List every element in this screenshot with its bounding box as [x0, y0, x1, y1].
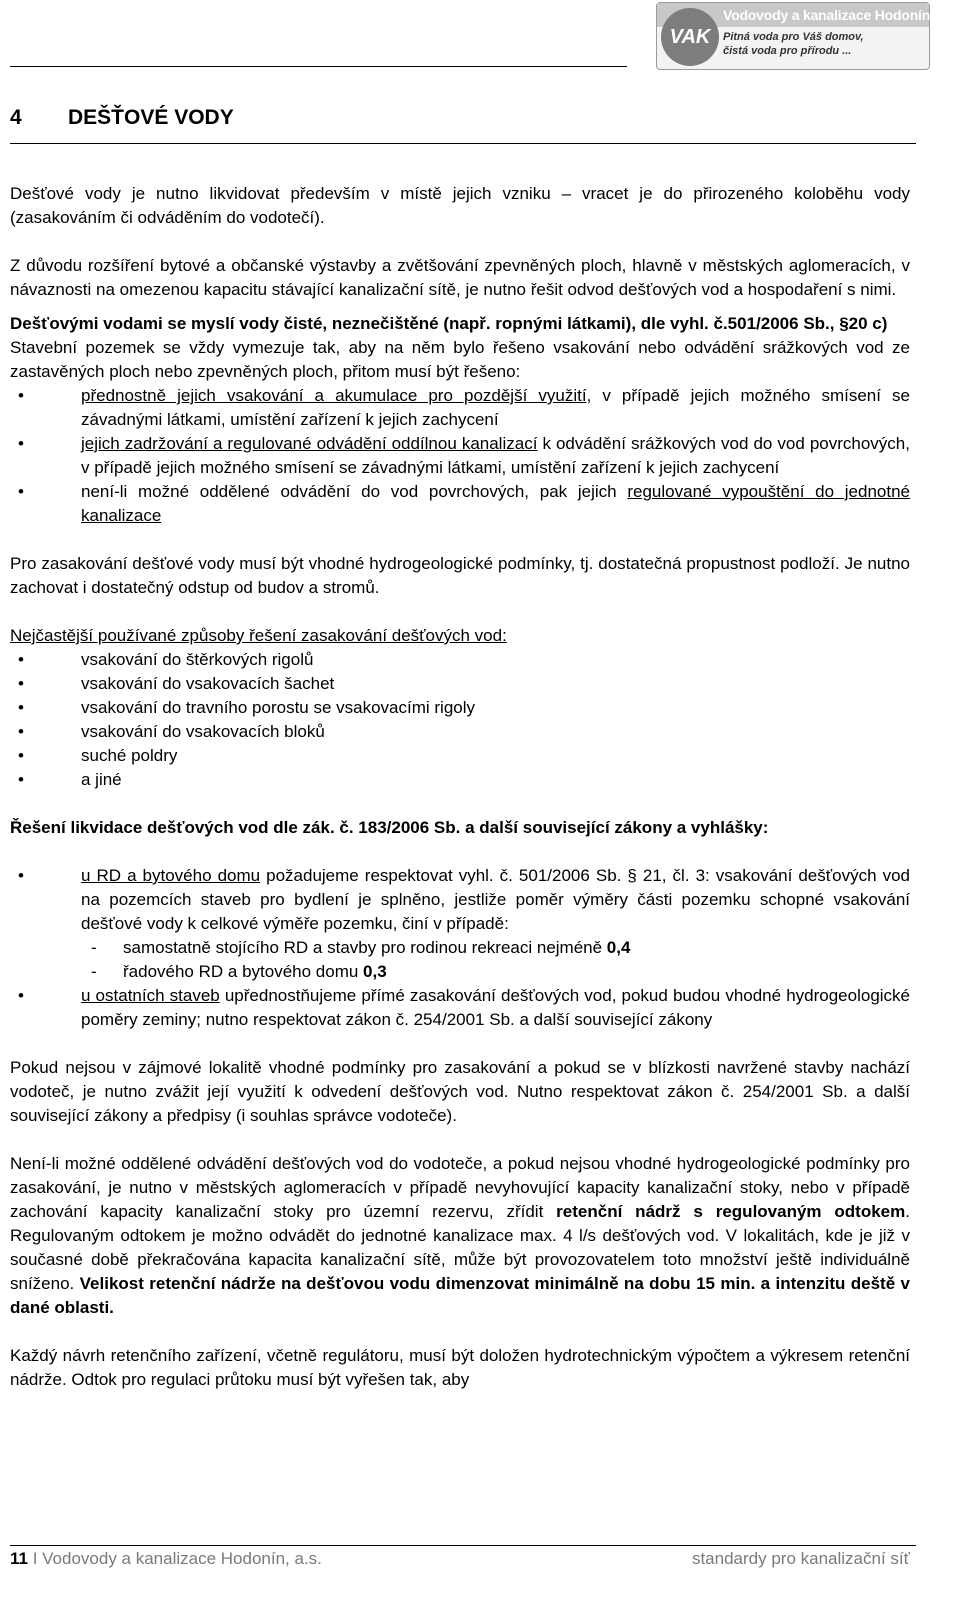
logo-emblem-icon: VAK [661, 8, 719, 66]
company-logo [656, 2, 960, 70]
heading-rule [10, 143, 916, 144]
list-item: • přednostně jejich vsakování a akumulace pro pozdější využití, v případě jejich možného smísení se závadnými látkami, umístění zařízení k jejich zachycení [10, 384, 910, 432]
paragraph-conditions: Pro zasakování dešťové vody musí být vhodné hydrogeologické podmínky, tj. dostatečná propustnost podloží. Je nutno zachovat i dostatečný odstup od budov a stromů. [10, 554, 910, 597]
list-item: • jejich zadržování a regulované odvádění oddílnou kanalizací k odvádění srážkových vod do vod povrchových, v případě jejich možného smísení se závadnými látkami, umístění zařízení k jejich zachycení [10, 432, 910, 480]
ratio-sublist [81, 936, 910, 984]
page-footer [10, 1547, 910, 1571]
section-heading [10, 103, 234, 133]
law-list [10, 864, 910, 1032]
list-item: • suché poldry [10, 744, 910, 768]
logo-title: Vodovody a kanalizace Hodonín, a.s. [723, 7, 960, 23]
sublist-item: - samostatně stojícího RD a stavby pro rodinou rekreaci nejméně 0,4 [81, 936, 910, 960]
list-item: • vsakování do štěrkových rigolů [10, 648, 910, 672]
paragraph-building-plot: Stavební pozemek se vždy vymezuje tak, aby na něm bylo řešeno vsakování nebo odvádění srážkových vod ze zastavěných ploch nebo zpevněných ploch, přitom musí být řešeno: [10, 338, 910, 381]
document-body [10, 182, 910, 1392]
section-title: DEŠŤOVÉ VODY [68, 106, 234, 129]
list-item: • u ostatních staveb upřednostňujeme přímé zasakování dešťových vod, pokud budou vhodné hydrogeologické poměry zeminy; nutno respektovat zákon č. 254/2001 Sb. a další související zákony [10, 984, 910, 1032]
law-heading: Řešení likvidace dešťových vod dle zák. č. 183/2006 Sb. a další související zákony a vyhlášky: [10, 818, 769, 837]
list-item: • vsakování do travního porostu se vsakovacími rigoly [10, 696, 910, 720]
paragraph-reason: Z důvodu rozšíření bytové a občanské výstavby a zvětšování zpevněných ploch, hlavně v městských aglomeracích, v návaznosti na omezenou kapacitu stávající kanalizační sítě, je nutno řešit odvod dešťových vod a hospodaření s nimi. [10, 256, 910, 299]
section-number: 4 [10, 106, 22, 129]
page-number: 11 [10, 1549, 28, 1568]
footer-rule [10, 1545, 916, 1546]
list-item: • u RD a bytového domu požadujeme respektovat vyhl. č. 501/2006 Sb. § 21, čl. 3: vsakování dešťových vod na pozemcích staveb pro bydlení je splněno, jestliže poměr výměry části pozemku schopné vsakování dešťové vody k celkové výměře pozemku, činí v případě: - samostatně stojícího RD a stavby pro rodinou rekreaci nejméně 0,4 - řadového RD a bytového domu 0,3 [10, 864, 910, 984]
methods-heading: Nejčastější používané způsoby řešení zasakování dešťových vod: [10, 626, 507, 645]
paragraph-watercourse: Pokud nejsou v zájmové lokalitě vhodné podmínky pro zasakování a pokud se v blízkosti navržené stavby nachází vodoteč, je nutno zvážit její využití k odvedení dešťových vod. Nutno respektovat zákon č. 254/2001 Sb. a další související zákony a předpisy (i souhlas správce vodoteče). [10, 1058, 910, 1125]
list-item: • vsakování do vsakovacích bloků [10, 720, 910, 744]
paragraph-intro: Dešťové vody je nutno likvidovat především v místě jejich vzniku – vracet je do přirozeného koloběhu vody (zasakováním či odváděním do vodotečí). [10, 184, 910, 227]
footer-document-title: standardy pro kanalizační síť [691, 1549, 910, 1568]
header-rule [10, 66, 627, 67]
paragraph-design: Každý návrh retenčního zařízení, včetně regulátoru, musí být doložen hydrotechnickým výpočtem a výkresem retenční nádrže. Odtok pro regulaci průtoku musí být vyřešen tak, aby [10, 1346, 910, 1389]
requirements-list [10, 384, 910, 528]
paragraph-retention: Není-li možné oddělené odvádění dešťových vod do vodoteče, a pokud nejsou vhodné hydrogeologické podmínky pro zasakování, je nutno v městských aglomeracích v případě nevyhovující kapacity kanalizační stoky, nebo v případě zachování kapacity kanalizační stoky pro územní rezervu, zřídit retenční nádrž s regulovaným odtokem. Regulovaným odtokem je možno odvádět do jednotné kanalizace max. 4 l/s dešťových vod. V lokalitách, kde je již v současné době překračována kapacita kanalizační sítě, může být provozovatelem toto množství ještě individuálně sníženo. Velikost retenční nádrže na dešťovou vodu dimenzovat minimálně na dobu 15 min. a intenzitu deště v dané oblasti. [10, 1154, 910, 1317]
methods-list [10, 648, 910, 792]
list-item: • vsakování do vsakovacích šachet [10, 672, 910, 696]
paragraph-definition: Dešťovými vodami se myslí vody čisté, neznečištěné (např. ropnými látkami), dle vyhl. č.501/2006 Sb., §20 c) [10, 314, 888, 333]
footer-separator: I [27, 1549, 43, 1568]
logo-slogan: Pitná voda pro Váš domov, čistá voda pro přírodu ... [723, 31, 864, 57]
list-item: • není-li možné oddělené odvádění do vod povrchových, pak jejich regulované vypouštění do jednotné kanalizace [10, 480, 910, 528]
footer-company: Vodovody a kanalizace Hodonín, a.s. [42, 1549, 322, 1568]
list-item: • a jiné [10, 768, 910, 792]
sublist-item: - řadového RD a bytového domu 0,3 [81, 960, 910, 984]
